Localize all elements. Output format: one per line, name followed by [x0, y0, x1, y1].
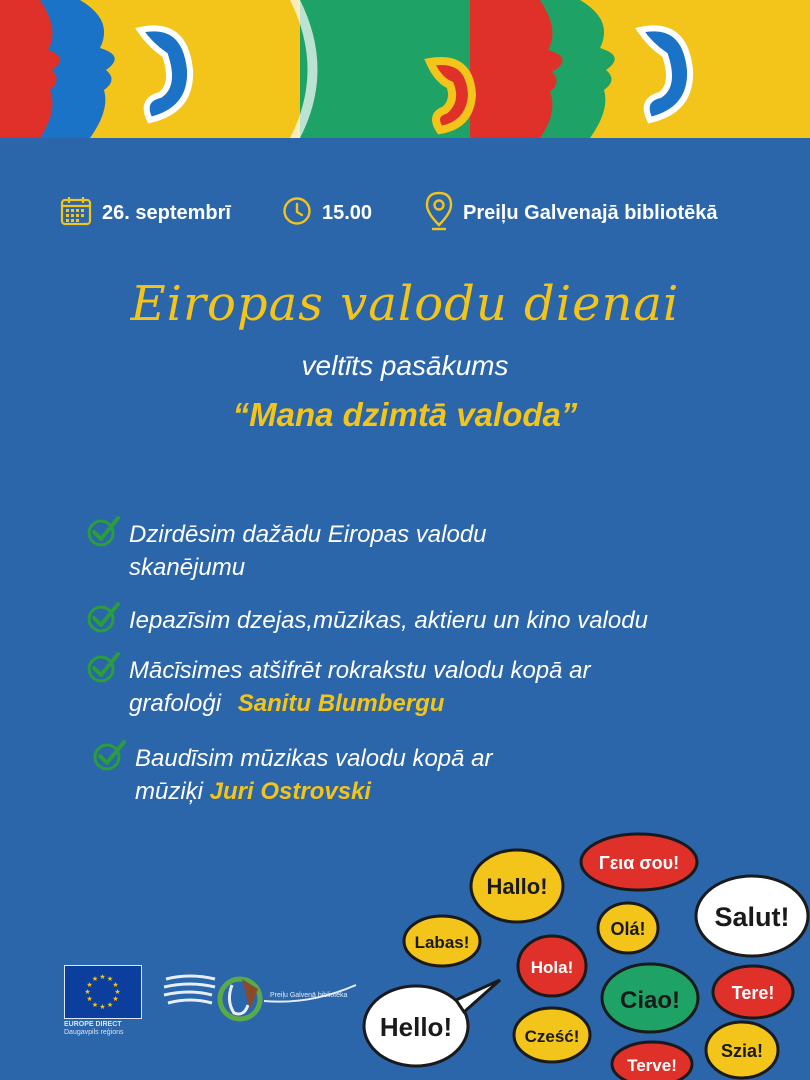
bubble-szia	[706, 1022, 778, 1078]
check-icon	[92, 738, 126, 777]
bubble-text: Cześć!	[524, 1027, 580, 1046]
greetings-bubbles	[360, 830, 810, 1080]
bubble-ola	[598, 903, 658, 953]
bubble-ciao	[602, 964, 698, 1032]
library-logo	[160, 965, 360, 1030]
event-date-text: 26. septembrī	[102, 201, 231, 224]
bubble-text: Hola!	[530, 958, 574, 977]
bubble-czesc	[514, 1008, 590, 1062]
bubble-hello	[364, 980, 500, 1066]
bubble-hola	[518, 936, 586, 996]
event-title-quote: “Mana dzimtā valoda”	[232, 396, 578, 433]
bubble-text: Salut!	[714, 902, 790, 932]
list-item	[92, 738, 792, 818]
library-caption: Preiļu Galvenā bibliotēka	[270, 992, 348, 999]
eu-caption-sub: Daugavpils reģions	[64, 1029, 124, 1036]
bubble-text: Hello!	[379, 1012, 453, 1042]
list-item-text: Baudīsim mūzikas valodu kopā ar	[135, 745, 493, 772]
svg-text:★: ★	[91, 975, 99, 983]
speaker-name: Sanitu Blumbergu	[237, 690, 445, 717]
list-item	[86, 600, 786, 640]
bubble-hallo	[471, 850, 563, 922]
bubble-tere	[713, 966, 793, 1018]
event-subtitle: veltīts pasākums	[301, 350, 509, 381]
bubble-text: Labas!	[414, 933, 470, 952]
event-time	[282, 190, 372, 236]
event-date	[60, 190, 231, 236]
header-banner-illustration	[0, 0, 810, 138]
event-place	[425, 190, 718, 236]
event-place-text: Preiļu Galvenajā bibliotēkā	[463, 201, 718, 224]
svg-text:★: ★	[91, 1001, 99, 1009]
eu-flag-logo	[64, 965, 142, 1019]
bubble-salut	[696, 876, 808, 956]
eu-caption-title: EUROPE DIRECT	[64, 1021, 122, 1028]
svg-text:★: ★	[86, 995, 93, 1003]
list-item	[86, 650, 786, 730]
event-info-row	[60, 190, 780, 236]
list-item-text-cont: grafoloģi	[129, 690, 228, 717]
event-time-text: 15.00	[322, 201, 373, 224]
svg-text:★: ★	[112, 981, 119, 989]
check-icon	[86, 600, 120, 639]
bubble-text: Ciao!	[620, 987, 680, 1014]
event-heading: Eiropas valodu dienai	[130, 276, 680, 332]
svg-text:★: ★	[99, 973, 106, 981]
musician-name: Juri Ostrovski	[209, 778, 372, 805]
bubble-greek	[581, 834, 697, 890]
svg-text:★: ★	[84, 988, 91, 996]
svg-text:★: ★	[114, 988, 121, 996]
bubble-text: Terve!	[627, 1056, 677, 1075]
bubble-text: Tere!	[731, 983, 775, 1003]
list-item-text-cont: skanējumu	[129, 554, 246, 581]
bubble-text: Hallo!	[486, 874, 548, 899]
list-item-text: Dzirdēsim dažādu Eiropas valodu	[129, 521, 487, 548]
clock-icon	[282, 196, 312, 231]
list-item	[86, 514, 786, 594]
list-item-text-cont: mūziķi	[135, 778, 210, 805]
bubble-terve	[612, 1042, 692, 1080]
bubble-text: Szia!	[720, 1041, 764, 1061]
bubble-labas	[404, 916, 480, 966]
calendar-icon	[60, 195, 92, 232]
svg-text:★: ★	[99, 1003, 106, 1011]
svg-text:★: ★	[106, 975, 114, 983]
check-icon	[86, 514, 120, 553]
bubble-text: Γεια σου!	[598, 853, 680, 873]
list-item-text: Mācīsimes atšifrēt rokrakstu valodu kopā ar	[129, 657, 591, 684]
list-item-text: Iepazīsim dzejas,mūzikas, aktieru un kino valodu	[129, 607, 648, 634]
svg-text:★: ★	[112, 995, 119, 1003]
location-pin-icon	[425, 191, 453, 236]
svg-text:★: ★	[86, 981, 93, 989]
bubble-text: Olá!	[610, 919, 646, 939]
check-icon	[86, 650, 120, 689]
eu-caption	[64, 1021, 154, 1037]
svg-text:★: ★	[106, 1001, 114, 1009]
